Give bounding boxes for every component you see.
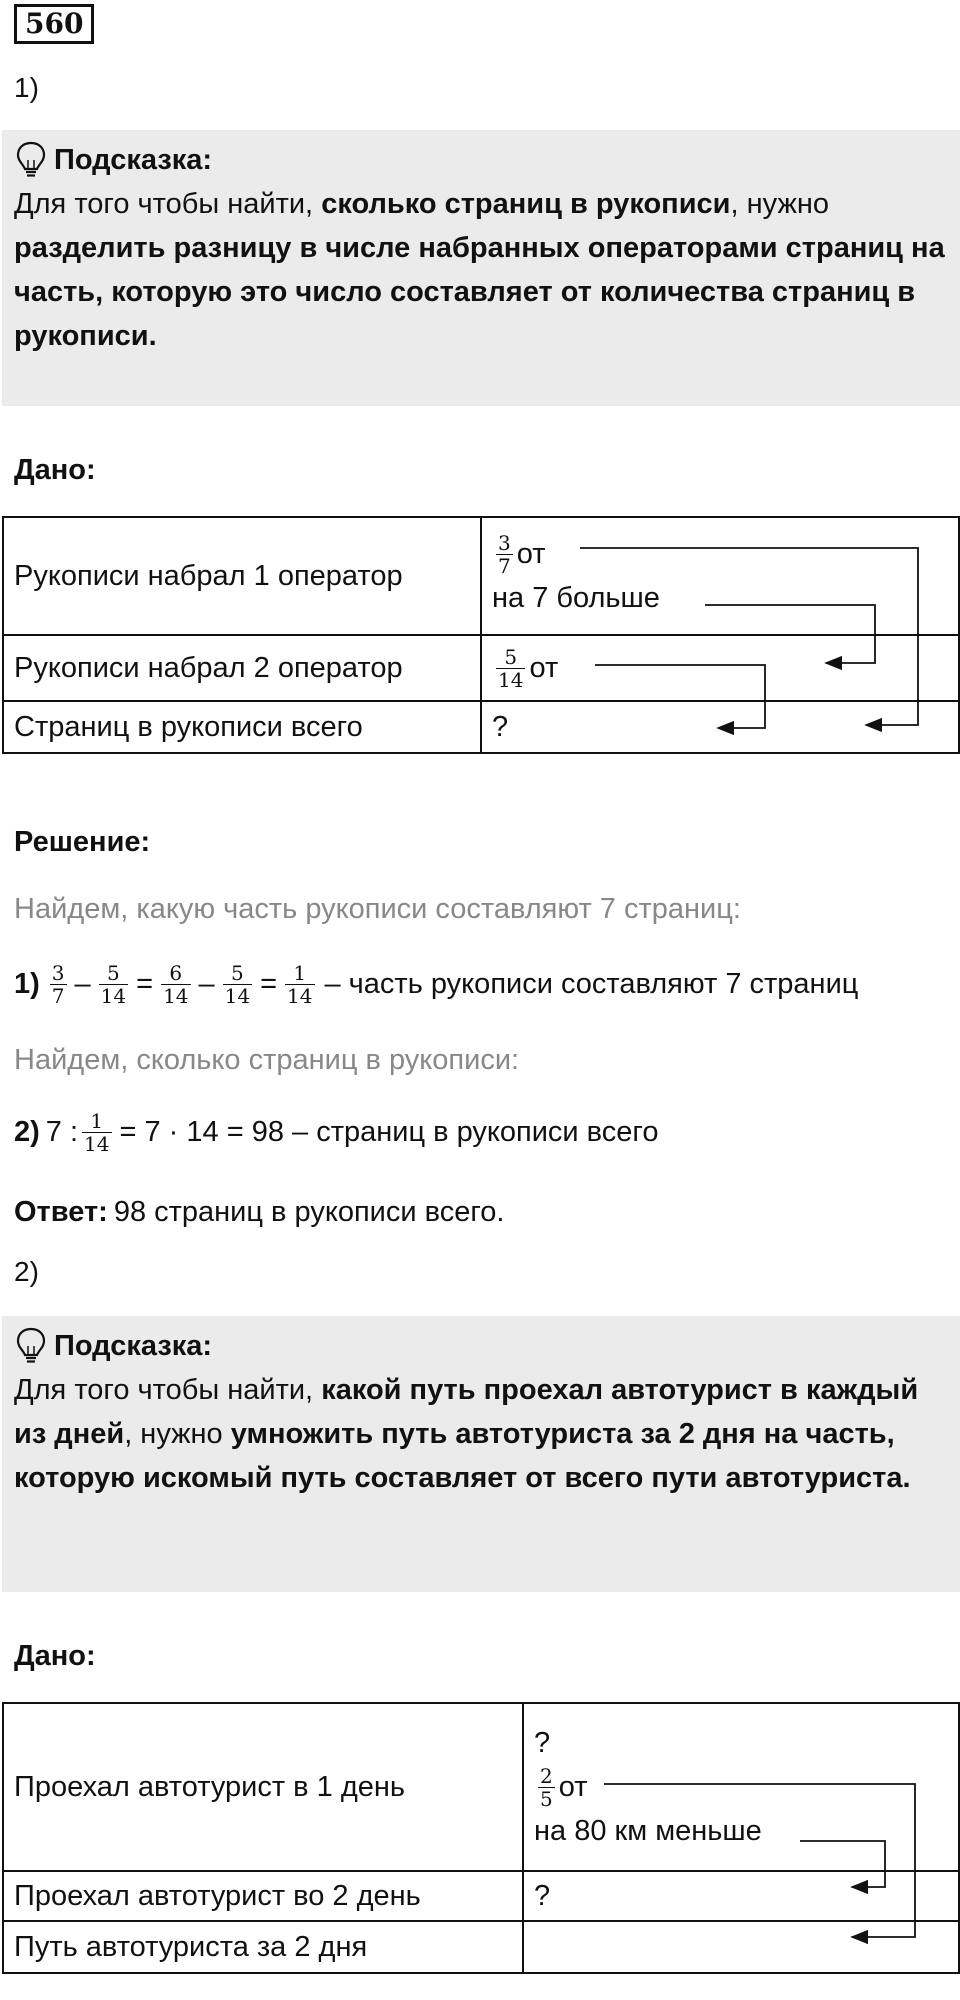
fraction: $\frac{3}{7}$: [51, 961, 65, 1008]
table-row: Проехал автотурист в 1 день ? $\frac{2}{5}$ от на 80 км меньше: [3, 1703, 959, 1871]
solution-label: Решение:: [14, 826, 151, 858]
row-label: Проехал автотурист во 2 день: [3, 1871, 523, 1921]
part-2-label: 2): [14, 1256, 39, 1287]
given-label-1: Дано:: [14, 454, 96, 486]
row-label: Рукописи набрал 1 оператор: [3, 517, 481, 635]
given-label-2: Дано:: [14, 1640, 96, 1672]
fraction: $\frac{5}{14}$: [224, 961, 251, 1008]
fraction: $\frac{3}{7}$: [498, 530, 511, 578]
part-1-label: 1): [14, 72, 39, 103]
step2-line: 2) 7 : $\frac{1}{14}$ = 7 · 14 = 98 – страниц в рукописи всего: [14, 1109, 659, 1156]
row-label: Рукописи набрал 2 оператор: [3, 635, 481, 701]
hint-box-1: [2, 130, 960, 406]
hint-text: Для того чтобы найти, какой путь проехал автотурист в каждый из дней, нужно умножить путь автотуриста за 2 дня на часть, которую искомый путь составляет от всего пути автотуриста.: [14, 1374, 919, 1494]
row-label: Путь автотуриста за 2 дня: [3, 1921, 523, 1973]
fraction: $\frac{5}{14}$: [100, 961, 127, 1008]
table-row: [3, 1921, 959, 1973]
lightbulb-icon: [14, 140, 48, 180]
answer-line: Ответ: 98 страниц в рукописи всего.: [14, 1196, 505, 1228]
hint-text: Для того чтобы найти, сколько страниц в рукописи, нужно разделить разницу в числе набранных операторами страниц на часть, которую это число составляет от количества страниц в рукописи.: [14, 188, 945, 352]
fraction: $\frac{1}{14}$: [84, 1109, 110, 1156]
hint-title: Подсказка:: [54, 144, 213, 176]
fraction: $\frac{2}{5}$: [540, 1763, 553, 1811]
hint-title: Подсказка:: [54, 1330, 213, 1362]
task-number: 560: [14, 4, 94, 44]
fraction: $\frac{1}{14}$: [287, 961, 313, 1008]
table-row: Рукописи набрал 2 оператор $\frac{5}{14}$ от: [3, 635, 959, 701]
fraction: $\frac{6}{14}$: [163, 961, 189, 1008]
lightbulb-icon: [14, 1326, 48, 1366]
given-table-1: [2, 516, 960, 754]
fraction: $\frac{5}{14}$: [498, 644, 524, 692]
step1-line: 1) $\frac{3}{7}$ – $\frac{5}{14}$ = $\frac{6}{14}$ – $\frac{5}{14}$ = $\frac{1}{14}$ – часть рукописи составляют 7 страниц: [14, 961, 859, 1008]
table-row: Страниц в рукописи всего ?: [3, 701, 959, 753]
given-table-2: [2, 1702, 960, 1974]
step2-intro: Найдем, сколько страниц в рукописи:: [14, 1044, 520, 1076]
step1-intro: Найдем, какую часть рукописи составляют 7 страниц:: [14, 893, 741, 925]
table-row: Проехал автотурист во 2 день ?: [3, 1871, 959, 1921]
row-label: Страниц в рукописи всего: [3, 701, 481, 753]
hint-box-2: [2, 1316, 960, 1592]
table-row: Рукописи набрал 1 оператор $\frac{3}{7}$ от на 7 больше: [3, 517, 959, 635]
row-label: Проехал автотурист в 1 день: [3, 1703, 523, 1871]
